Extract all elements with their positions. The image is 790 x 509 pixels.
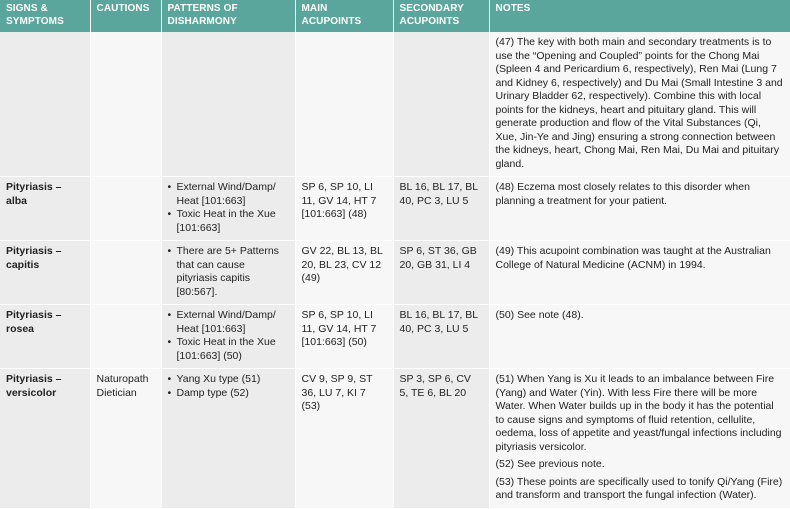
secondary-acupoints-cell: SP 6, ST 36, GB 20, GB 31, LI 4 [393,241,489,305]
pattern-item: • Toxic Heat in the Xue [101:663] [168,208,289,235]
table-row [0,305,790,369]
patterns-cell [161,305,295,369]
notes-cell [489,32,790,177]
pattern-item: • There are 5+ Patterns that can cause pityriasis capitis [80:567]. [168,245,289,299]
header-patterns: PATTERNS OF DISHARMONY [161,0,295,32]
notes-cell [489,305,790,369]
patterns-cell [161,369,295,509]
note-47: (47) The key with both main and secondary treatments is to use the “Opening and Coupled” points for the Chong Mai (Spleen 4 and Pericardium 6, respectively), Ren Mai (Lung 7 and Kidney 6, respectively) and Du Mai (Small Intestine 3 and Urinary Bladder 62, respectively). Combine this with local points for the kidneys, heart and pituitary gland. This will generate production and flow of the Vital Substances (Qi, Xue, Jin-Ye and Jing) ensuring a strong connection between the kidneys, heart, Chong Mai, Ren Mai, Du Mai and pituitary gland. [495,36,783,170]
main-acupoints-cell: GV 22, BL 13, BL 20, BL 23, CV 12 (49) [295,241,393,305]
header-row [0,0,790,32]
table-row [0,177,790,241]
main-acupoints-cell: CV 9, SP 9, ST 36, LU 7, KI 7 (53) [295,369,393,509]
sign-cell: Pityriasis – alba [0,177,90,241]
cautions-cell [90,32,161,177]
table-row [0,369,790,509]
main-acupoints-cell: SP 6, SP 10, LI 11, GV 14, HT 7 [101:663] (50) [295,305,393,369]
note-53: (53) These points are specifically used to tonify Qi/Yang (Fire) and transform and transport the fungal infection (Water). [495,475,783,501]
sign-cell: Pityriasis – rosea [0,305,90,369]
cautions-cell [90,177,161,241]
secondary-acupoints-cell: BL 16, BL 17, BL 40, PC 3, LU 5 [393,177,489,241]
pattern-item: • External Wind/Damp/ Heat [101:663] [168,309,289,336]
sign-cell: Pityriasis – capitis [0,241,90,305]
main-acupoints-cell [295,32,393,177]
patterns-cell [161,241,295,305]
note-48: (48) Eczema most closely relates to this disorder when planning a treatment for your patient. [495,181,750,207]
cautions-cell: Naturopath Dietician [90,369,161,509]
header-notes: NOTES [489,0,790,32]
pattern-item: • Toxic Heat in the Xue [101:663] (50) [168,336,289,363]
patterns-cell [161,177,295,241]
notes-cell [489,241,790,305]
main-acupoints-cell: SP 6, SP 10, LI 11, GV 14, HT 7 [101:663] (48) [295,177,393,241]
note-52: (52) See previous note. [495,458,605,470]
notes-cell [489,369,790,509]
pattern-item: • Yang Xu type (51) [168,373,289,387]
cautions-cell [90,241,161,305]
header-signs: SIGNS & SYMPTOMS [0,0,90,32]
secondary-acupoints-cell [393,32,489,177]
pattern-item: • Damp type (52) [168,387,289,401]
header-main-acupoints: MAIN ACUPOINTS [295,0,393,32]
notes-cell [489,177,790,241]
secondary-acupoints-cell: SP 3, SP 6, CV 5, TE 6, BL 20 [393,369,489,509]
cautions-cell [90,305,161,369]
note-51: (51) When Yang is Xu it leads to an imbalance between Fire (Yang) and Water (Yin). With less Fire there will be more Water. When Water builds up in the body it has the potential to cause signs and symptoms of fluid retention, cellulite, oedema, loss of appetite and yeast/fungal infections including pityriasis versicolor. [495,373,782,453]
sign-cell: Pityriasis – versicolor [0,369,90,509]
table-row [0,241,790,305]
patterns-cell [161,32,295,177]
pattern-item: • External Wind/Damp/ Heat [101:663] [168,181,289,208]
note-49: (49) This acupoint combination was taught at the Australian College of Natural Medicine (ACNM) in 1994. [495,245,771,271]
header-secondary-acupoints: SECONDARY ACUPOINTS [393,0,489,32]
table-row [0,32,790,177]
sign-cell [0,32,90,177]
secondary-acupoints-cell: BL 16, BL 17, BL 40, PC 3, LU 5 [393,305,489,369]
header-cautions: CAUTIONS [90,0,161,32]
note-50: (50) See note (48). [495,309,584,321]
